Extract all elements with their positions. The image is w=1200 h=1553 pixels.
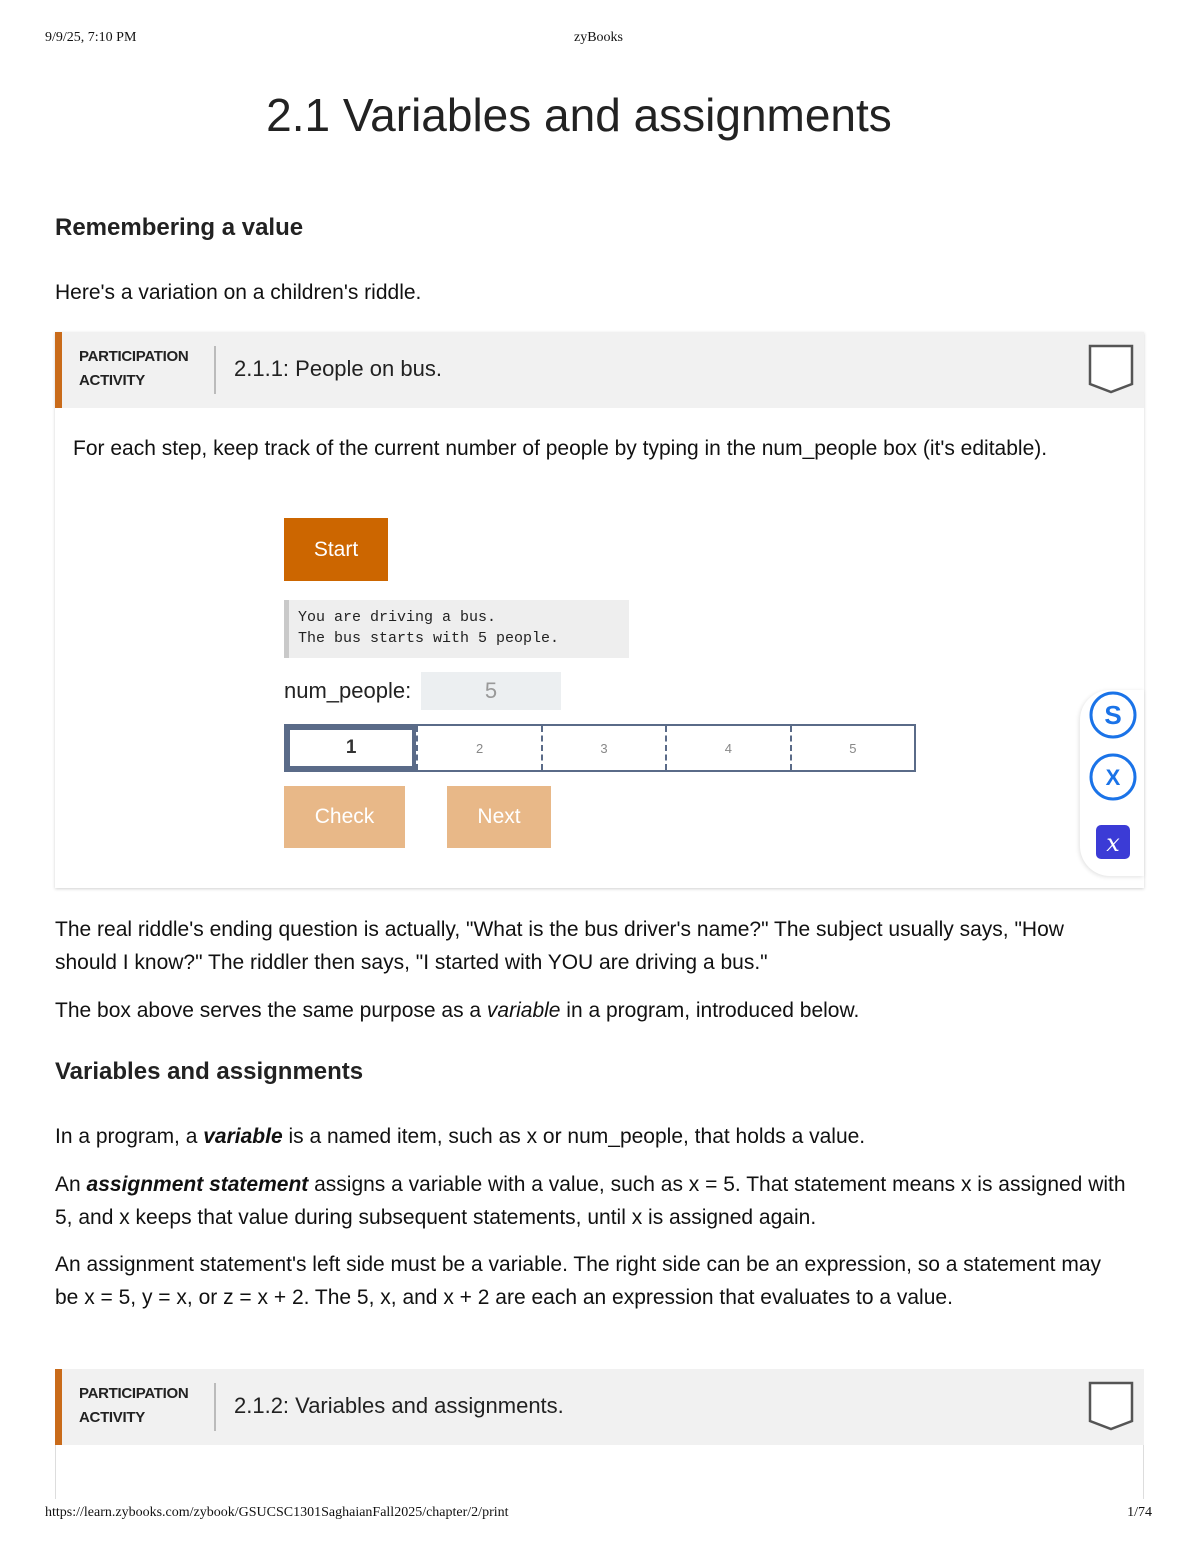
svg-text:X: X xyxy=(1105,765,1121,790)
console-output xyxy=(284,600,629,658)
print-site: zyBooks xyxy=(574,30,623,45)
text-run: An xyxy=(55,1173,87,1196)
bookmark-icon[interactable] xyxy=(1088,1381,1134,1436)
activity-type-label xyxy=(79,345,204,393)
activity-title: 2.1.1: People on bus. xyxy=(234,356,442,381)
x-circle-icon[interactable] xyxy=(1088,752,1138,807)
next-button[interactable]: Next xyxy=(447,786,551,848)
print-footer xyxy=(45,1505,1152,1525)
print-url: https://learn.zybooks.com/zybook/GSUCSC1301SaghaianFall2025/chapter/2/print xyxy=(45,1505,509,1520)
svg-text:S: S xyxy=(1104,700,1122,730)
page-title: 2.1 Variables and assignments xyxy=(266,89,892,141)
text-run: The box above serves the same purpose as a xyxy=(55,999,487,1022)
text-run: is a named item, such as x or num_people, that holds a value. xyxy=(282,1125,866,1148)
print-header xyxy=(45,30,1152,50)
activity-header xyxy=(55,332,1144,408)
activity-header xyxy=(55,1369,1144,1445)
s-circle-icon[interactable] xyxy=(1088,690,1138,745)
participation-activity-1 xyxy=(55,332,1144,888)
step-2[interactable]: 2 xyxy=(416,726,540,770)
floating-tool-dock xyxy=(1080,690,1144,876)
activity-instructions: For each step, keep track of the current number of people by typing in the num_people box (it's editable). xyxy=(73,437,1048,460)
check-button[interactable]: Check xyxy=(284,786,405,848)
step-4[interactable]: 4 xyxy=(665,726,789,770)
console-line: The bus starts with 5 people. xyxy=(298,630,560,647)
print-page-number: 1/74 xyxy=(1127,1505,1152,1520)
riddle-paragraph: The real riddle's ending question is actually, "What is the bus driver's name?" The subject usually says, "How should I know?" The riddler then says, "I started with YOU are driving a bus." xyxy=(55,918,1064,974)
start-button[interactable]: Start xyxy=(284,518,388,581)
section-heading-variables: Variables and assignments xyxy=(55,1058,364,1085)
step-3[interactable]: 3 xyxy=(541,726,665,770)
expression-paragraph: An assignment statement's left side must be a variable. The right side can be an expression, so a statement may be x = 5, y = x, or z = x + 2. The 5, x, and x + 2 are each an expression that evaluates to a value. xyxy=(55,1253,1102,1309)
text-run: In a program, a xyxy=(55,1125,204,1148)
header-divider xyxy=(214,1383,216,1431)
activity-body-edge xyxy=(55,1445,56,1499)
x-square-icon[interactable] xyxy=(1095,824,1131,865)
step-1[interactable]: 1 xyxy=(286,726,416,770)
participation-activity-2 xyxy=(55,1369,1144,1499)
activity-body xyxy=(55,408,1144,888)
text-run: assigns a variable with a value, such as x = 5. That statement means x is assigned with 5, and x keeps that value during subsequent statements, until x is assigned again. xyxy=(55,1173,1126,1229)
activity-label-line1: PARTICIPATION xyxy=(79,1385,189,1402)
variable-emphasis: variable xyxy=(486,999,561,1022)
term-variable: variable xyxy=(203,1125,283,1148)
activity-label-line2: ACTIVITY xyxy=(79,1409,145,1426)
activity-title: 2.1.2: Variables and assignments. xyxy=(234,1393,564,1418)
header-divider xyxy=(214,346,216,394)
text-run: in a program, introduced below. xyxy=(560,999,860,1022)
num-people-input[interactable] xyxy=(421,672,561,710)
activity-label-line2: ACTIVITY xyxy=(79,372,145,389)
activity-type-label xyxy=(79,1382,204,1430)
svg-text:x: x xyxy=(1106,829,1120,857)
step-5[interactable]: 5 xyxy=(790,726,914,770)
step-indicator xyxy=(284,724,916,772)
num-people-label: num_people: xyxy=(284,678,412,703)
print-date: 9/9/25, 7:10 PM xyxy=(45,30,137,45)
term-assignment-statement: assignment statement xyxy=(86,1173,309,1196)
variable-definition-paragraph xyxy=(55,1120,1130,1153)
activity-label-line1: PARTICIPATION xyxy=(79,348,189,365)
console-line: You are driving a bus. xyxy=(298,609,497,626)
intro-paragraph: Here's a variation on a children's riddle. xyxy=(55,281,422,304)
variable-intro-paragraph xyxy=(55,994,1130,1027)
activity-body-edge xyxy=(1143,1445,1144,1499)
section-heading-remembering: Remembering a value xyxy=(55,214,304,241)
assignment-paragraph xyxy=(55,1168,1130,1234)
bookmark-icon[interactable] xyxy=(1088,344,1134,399)
